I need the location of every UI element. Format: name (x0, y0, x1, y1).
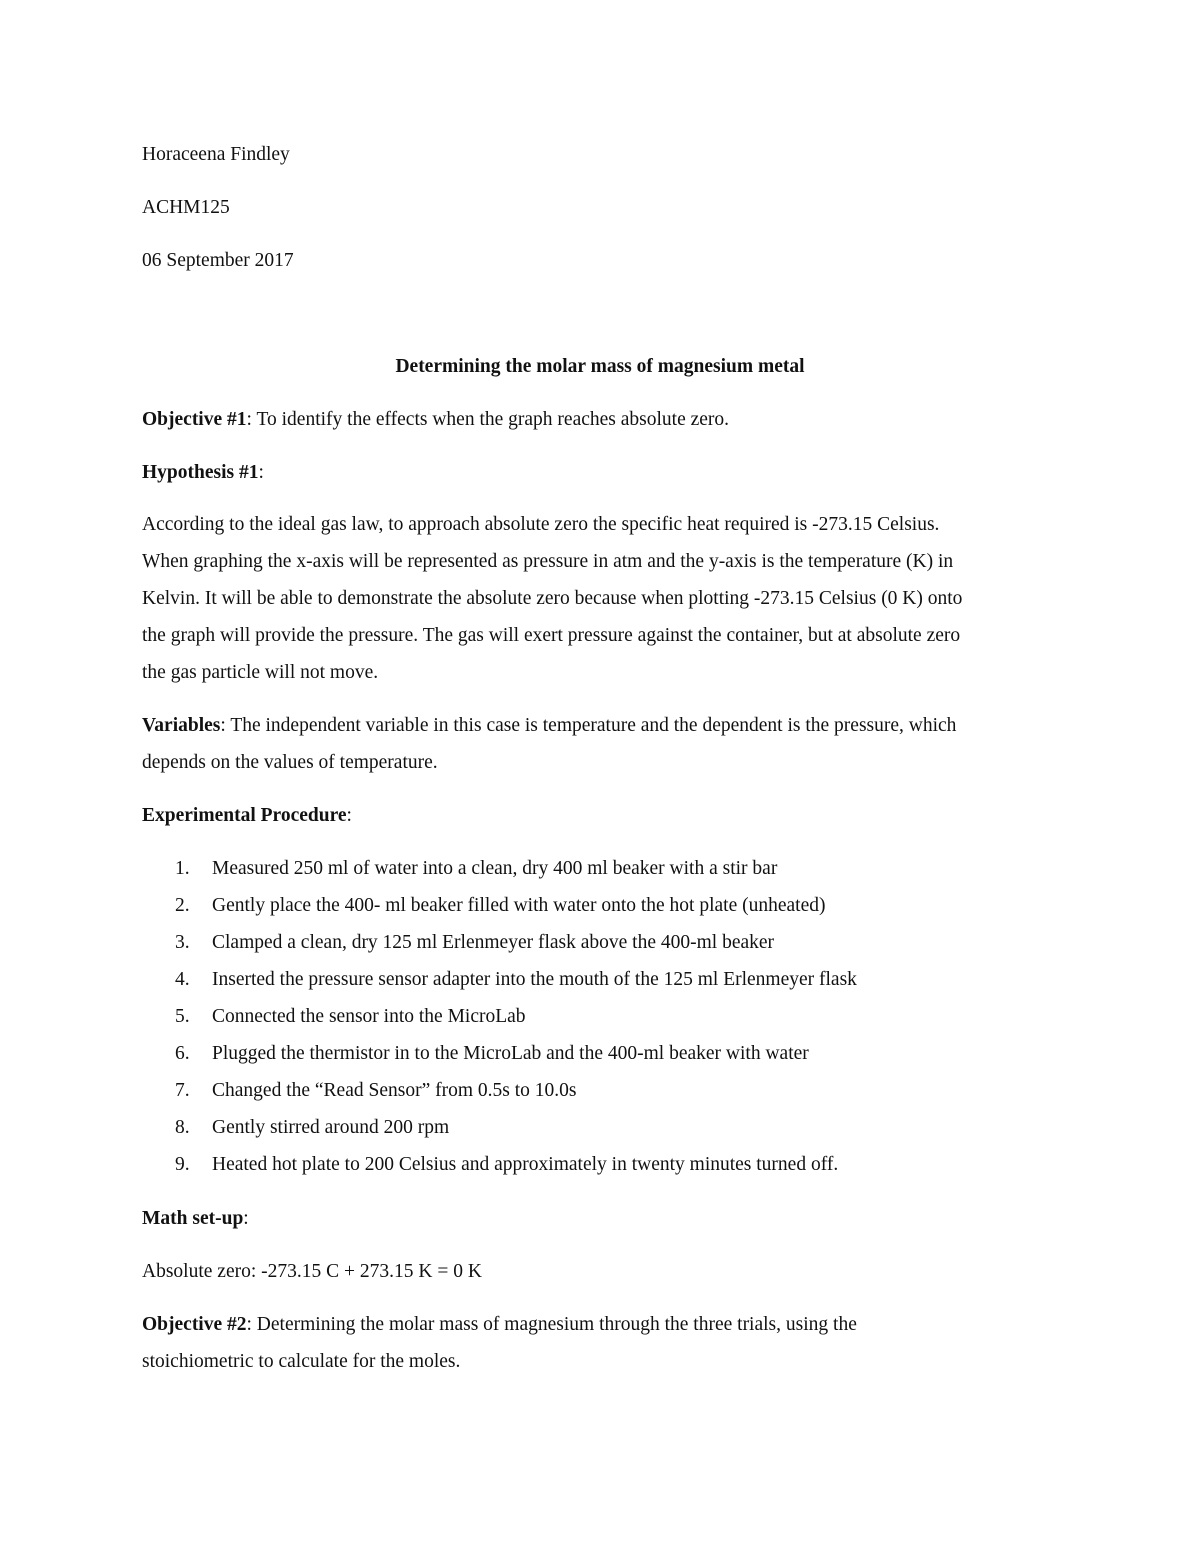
step-number: 2. (175, 895, 190, 916)
list-item: Gently place the 400- ml beaker filled with water onto the hot plate (unheated) (212, 895, 826, 916)
variables-text: : The independent variable in this case is temperature and the dependent is the pressure, which (220, 715, 957, 736)
math-label: Math set-up (142, 1208, 244, 1229)
list-item: Gently stirred around 200 rpm (212, 1117, 450, 1138)
report-date: 06 September 2017 (142, 250, 294, 271)
list-item: Changed the “Read Sensor” from 0.5s to 10.0s (212, 1080, 577, 1101)
hypothesis-line: the gas particle will not move. (142, 662, 379, 683)
variables-line-2: depends on the values of temperature. (142, 752, 438, 773)
author-name: Horaceena Findley (142, 144, 290, 165)
step-number: 1. (175, 858, 190, 879)
objective-1 (142, 408, 729, 432)
list-item: Clamped a clean, dry 125 ml Erlenmeyer flask above the 400-ml beaker (212, 932, 775, 953)
list-item: Plugged the thermistor in to the MicroLab and the 400-ml beaker with water (212, 1043, 809, 1064)
math-heading (142, 1207, 249, 1231)
objective-2-line-2: stoichiometric to calculate for the moles. (142, 1351, 461, 1372)
hypothesis-1-label: Hypothesis #1 (142, 462, 259, 483)
variables-paragraph (142, 714, 956, 738)
step-number: 7. (175, 1080, 190, 1101)
step-number: 8. (175, 1117, 190, 1138)
objective-2-text: : Determining the molar mass of magnesium through the three trials, using the (246, 1314, 857, 1335)
hypothesis-1-heading (142, 461, 264, 485)
math-equation: Absolute zero: -273.15 C + 273.15 K = 0 K (142, 1261, 482, 1282)
variables-label: Variables (142, 715, 221, 736)
step-number: 6. (175, 1043, 190, 1064)
step-number: 3. (175, 932, 190, 953)
math-colon: : (243, 1208, 249, 1229)
hypothesis-line: Kelvin. It will be able to demonstrate the absolute zero because when plotting -273.15 Celsius (0 K) onto (142, 588, 963, 609)
step-number: 4. (175, 969, 190, 990)
objective-2 (142, 1313, 857, 1337)
procedure-colon: : (346, 805, 352, 826)
hypothesis-line: According to the ideal gas law, to approach absolute zero the specific heat required is -273.15 Celsius. (142, 514, 940, 535)
objective-2-label: Objective #2 (142, 1314, 247, 1335)
hypothesis-line: the graph will provide the pressure. The gas will exert pressure against the container, but at absolute zero (142, 625, 961, 646)
objective-1-text: : To identify the effects when the graph reaches absolute zero. (246, 409, 730, 430)
list-item: Measured 250 ml of water into a clean, dry 400 ml beaker with a stir bar (212, 858, 778, 879)
procedure-heading (142, 804, 352, 828)
list-item: Inserted the pressure sensor adapter into the mouth of the 125 ml Erlenmeyer flask (212, 969, 857, 990)
objective-1-label: Objective #1 (142, 409, 247, 430)
hypothesis-line: When graphing the x-axis will be represented as pressure in atm and the y-axis is the temperature (K) in (142, 551, 954, 572)
list-item: Heated hot plate to 200 Celsius and approximately in twenty minutes turned off. (212, 1154, 839, 1175)
document-title: Determining the molar mass of magnesium metal (395, 356, 805, 377)
hypothesis-1-colon: : (258, 462, 264, 483)
step-number: 5. (175, 1006, 190, 1027)
step-number: 9. (175, 1154, 190, 1175)
procedure-label: Experimental Procedure (142, 805, 347, 826)
course-code: ACHM125 (142, 197, 230, 218)
list-item: Connected the sensor into the MicroLab (212, 1006, 526, 1027)
